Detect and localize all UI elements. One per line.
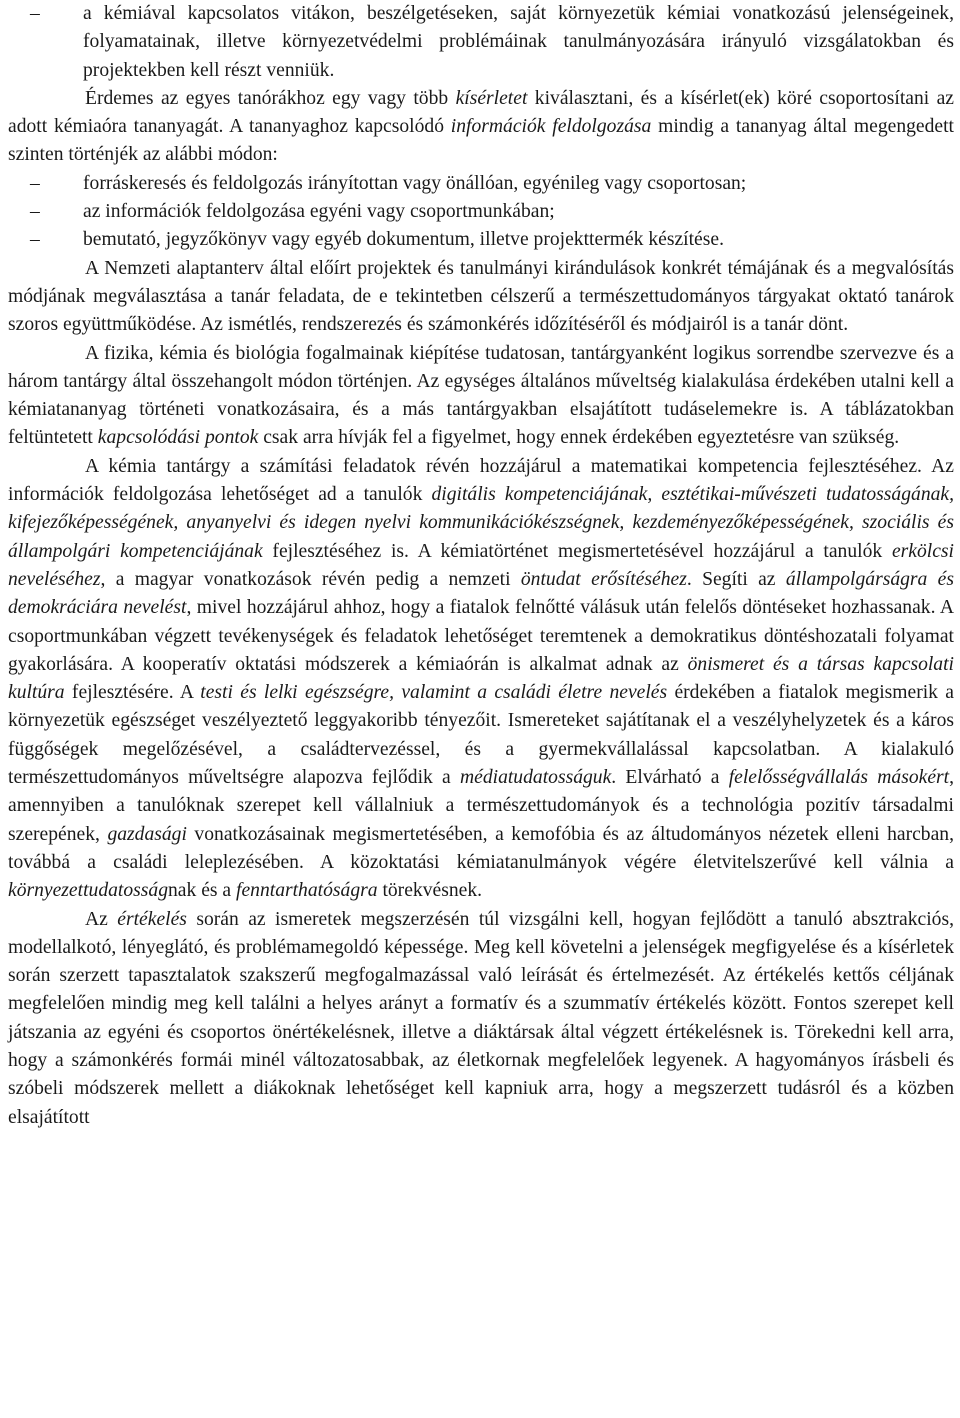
paragraph-concept-building: A fizika, kémia és biológia fogalmainak kiépítése tudatosan, tantárgyanként logikus sorrendbe szervezve és a három tantárgy által összehangolt módon történjen. Az egységes általános műveltség kialakulása érdekében utalni kell a kémiatananyag történeti vonatkozásaira, és a más tantárgyakban elsajátított tudáselemekre is. A táblázatokban feltüntetett kapcsolódási pontok csak arra hívják fel a figyelmet, hogy ennek érdekében egyeztetésre van szükség. bbox=[8, 342, 954, 449]
paragraph-assessment: Az értékelés során az ismeretek megszerzésén túl vizsgálni kell, hogyan fejlődött a tanuló absztrakciós, modellalkotó, lényeglátó, és problémamegoldó képessége. Meg kell követelni a jelenségek megfigyelése és a kísérletek során szerzett tapasztalatok szakszerű megfogalmazással való leírását és értelmezését. Az értékelés kettős céljának megfelelően mindig meg kell találni a helyes arányt a formatív és a szummatív értékelés között. Fontos szerepet kell játszania az egyéni és csoportos önértékelésnek, illetve a diáktársak által végzett értékelésnek is. Törekedni kell arra, hogy a számonkérés formái minél változatosabbak, az életkornak megfelelőek legyenek. A hagyományos írásbeli és szóbeli módszerek mellett a diákoknak lehetőséget kell kapniuk arra, hogy a megszerzett tudásról és a közben elsajátított bbox=[8, 908, 954, 1128]
paragraph-experiments: Érdemes az egyes tanórákhoz egy vagy több kísérletet kiválasztani, és a kísérlet(ek) köré csoportosítani az adott kémiaóra tananyagát. A tananyaghoz kapcsolódó információk feldolgozása mindig a tananyag által megengedett szinten történjék az alábbi módon: bbox=[8, 87, 954, 166]
bullet-item-chemistry-discussions bbox=[8, 0, 954, 85]
paragraph-competencies: A kémia tantárgy a számítási feladatok révén hozzájárul a matematikai kompetencia fejlesztéséhez. Az információk feldolgozása lehetőséget ad a tanulók digitális kompetenciájának, esztétikai-művészeti tudatosságának, kifejezőképességének, anyanyelvi és idegen nyelvi kommunikációkészségnek, kezdeményezőképességének, szociális és állampolgári kompetenciájának fejlesztéséhez is. A kémiatörténet megismertetésével hozzájárul a tanulók erkölcsi neveléséhez, a magyar vonatkozások révén pedig a nemzeti öntudat erősítéséhez. Segíti az állampolgárságra és demokráciára nevelést, mivel hozzájárul ahhoz, hogy a fiatalok felnőtté válásuk után felelős döntéseket hozhassanak. A csoportmunkában végzett tevékenységek és feladatok lehetőséget teremtenek a demokratikus döntéshozatali folyamat gyakorlására. A kooperatív oktatási módszerek a kémiaórán is alkalmat adnak az önismeret és a társas kapcsolati kultúra fejlesztésére. A testi és lelki egészségre, valamint a családi életre nevelés érdekében a fiatalok megismerik a környezetük egészséget veszélyeztető leggyakoribb tényezőit. Ismereteket sajátítanak el a veszélyhelyzetek és a káros függőségek megelőzésével, a családtervezéssel, és a gyermekvállalással kapcsolatban. A kialakuló természettudományos műveltségre alapozva fejlődik a médiatudatosságuk. Elvárható a felelősségvállalás másokért, amennyiben a tanulóknak szerepet kell vállalniuk a természettudományok és a technológia pozitív társadalmi szerepének, gazdasági vonatkozásainak megismertetésében, a kemofóbia és az áltudományos nézetek elleni harcban, továbbá a családi leleplezésében. A közoktatási kémiatanulmányok végére életvitelszerűvé kell válnia a környezettudatosságnak és a fenntarthatóságra törekvésnek. bbox=[8, 455, 955, 902]
list-item-information-processing: – az információk feldolgozása egyéni vagy csoportmunkában; bbox=[8, 198, 954, 226]
list-item-source-search: – forráskeresés és feldolgozás irányítottan vagy önállóan, egyénileg vagy csoportosan; bbox=[8, 170, 954, 198]
bullet-dash: – bbox=[30, 229, 40, 251]
list-item-presentation: – bemutató, jegyzőkönyv vagy egyéb dokumentum, illetve projekttermék készítése. bbox=[8, 226, 954, 254]
bullet-dash: – bbox=[30, 3, 40, 24]
paragraph-national-curriculum: A Nemzeti alaptanterv által előírt projektek és tanulmányi kirándulások konkrét témájának és a megvalósítás módjának megválasztása a tanár feladata, de e tekintetben célszerű a természettudományos tárgyakat oktató tanárok szoros együttműködése. Az ismétlés, rendszerezés és számonkérés időzítéséről és módjairól is a tanár dönt. bbox=[8, 257, 954, 336]
bullet-dash: – bbox=[30, 172, 40, 194]
bullet-text: a kémiával kapcsolatos vitákon, beszélgetéseken, saját környezetük kémiai vonatkozású jelenségeinek, folyamatainak, illetve környezetvédelmi problémáinak tanulmányozására irányuló vizsgálatokban és projektekben kell részt venniük. bbox=[83, 3, 954, 81]
bullet-dash: – bbox=[30, 201, 40, 223]
